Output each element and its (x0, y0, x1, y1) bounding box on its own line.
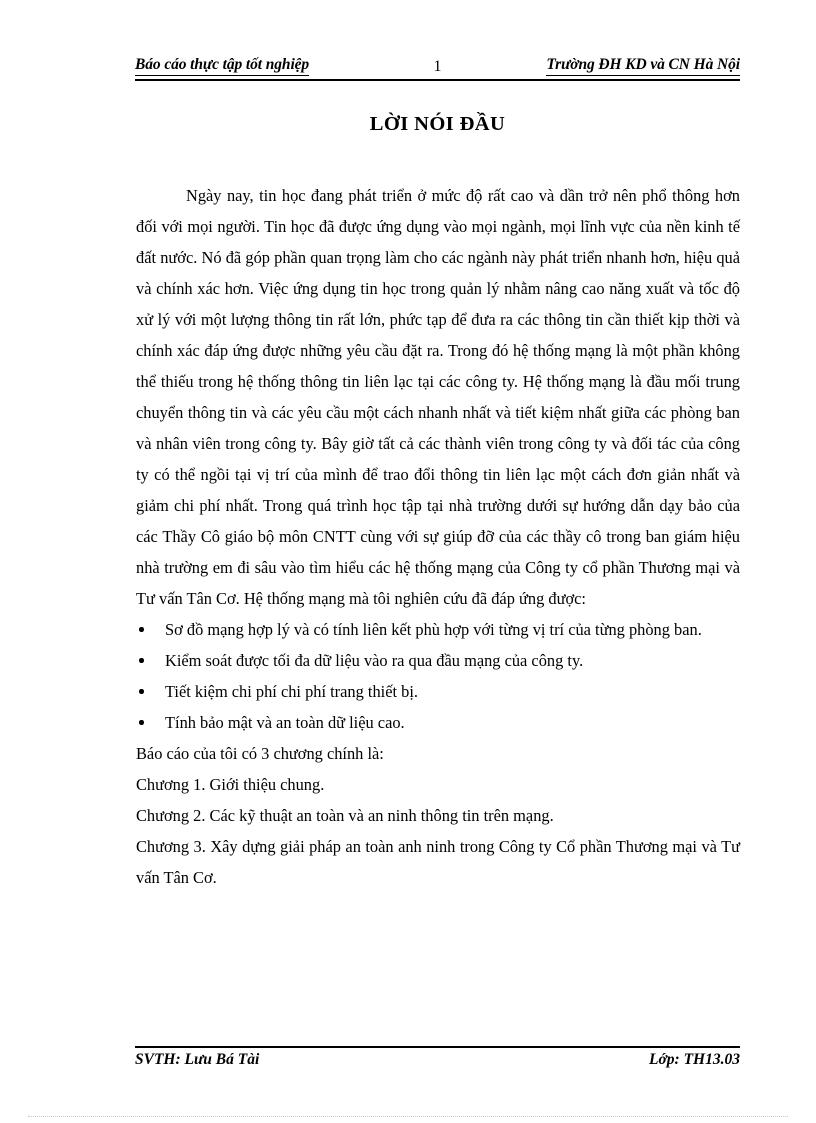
bullet-dot-icon (139, 627, 144, 632)
chapter-line-1: Chương 1. Giới thiệu chung. (136, 775, 325, 794)
footer-class: Lớp: TH13.03 (649, 1051, 740, 1068)
list-item (136, 645, 740, 676)
page-header (135, 56, 740, 80)
header-right-text: Trường ĐH KD và CN Hà Nội (546, 56, 740, 76)
footer-divider (135, 1046, 740, 1048)
list-item-label: Tiết kiệm chi phí chi phí trang thiết bị. (165, 682, 418, 701)
list-item-label: Sơ đồ mạng hợp lý và có tính liên kết phù hợp với từng vị trí của từng phòng ban. (165, 620, 702, 639)
document-body (136, 180, 740, 893)
footer-student-name: SVTH: Lưu Bá Tài (135, 1051, 260, 1068)
intro-paragraph: Ngày nay, tin học đang phát triển ở mức độ rất cao và dần trở nên phổ thông hơn đối với mọi người. Tin học đã được ứng dụng vào mọi ngành, mọi lĩnh vực của nền kinh tế đất nước. Nó đã góp phần quan trọng làm cho các ngành này phát triển nhanh hơn, hiệu quả và chính xác hơn. Việc ứng dụng tin học trong quản lý nhằm nâng cao năng xuất và tốc độ xử lý với một lượng thông tin rất lớn, phức tạp để đưa ra các thông tin cần thiết kịp thời và chính xác đáp ứng được những yêu cầu đặt ra. Trong đó hệ thống mạng là một phần không thể thiếu trong hệ thống thông tin liên lạc tại các công ty. Hệ thống mạng là đầu mối trung chuyển thông tin và các yêu cầu một cách nhanh nhất và tiết kiệm nhất giữa các phòng ban và nhân viên trong công ty. Bây giờ tất cả các thành viên trong công ty và đối tác của công ty có thể ngồi tại vị trí của mình để trao đổi thông tin liên lạc một cách đơn giản nhất và giảm chi phí nhất. Trong quá trình học tập tại nhà trường dưới sự hướng dẫn dạy bảo của các Thầy Cô giáo bộ môn CNTT cùng với sự giúp đỡ của các thầy cô trong ban giám hiệu nhà trường em đi sâu vào tìm hiểu các hệ thống mạng của Công ty cổ phần Thương mại và Tư vấn Tân Cơ. Hệ thống mạng mà tôi nghiên cứu đã đáp ứng được: (136, 186, 740, 608)
list-item (136, 676, 740, 707)
requirements-list (136, 614, 740, 738)
chapters-intro: Báo cáo của tôi có 3 chương chính là: (136, 744, 384, 763)
list-item (136, 614, 740, 645)
page-title: LỜI NÓI ĐẦU (369, 113, 506, 135)
list-item-label: Kiểm soát được tối đa dữ liệu vào ra qua đầu mạng của công ty. (165, 651, 584, 670)
bullet-dot-icon (139, 689, 144, 694)
chapter-line-3: Chương 3. Xây dựng giải pháp an toàn anh ninh trong Công ty Cổ phần Thương mại và Tư vấn Tân Cơ. (136, 837, 740, 887)
chapter-line-2: Chương 2. Các kỹ thuật an toàn và an ninh thông tin trên mạng. (136, 806, 554, 825)
scan-edge-line (28, 1116, 788, 1117)
list-item-label: Tính bảo mật và an toàn dữ liệu cao. (165, 713, 405, 732)
header-divider (135, 79, 740, 81)
page-footer (135, 1051, 740, 1069)
bullet-dot-icon (139, 658, 144, 663)
list-item (136, 707, 740, 738)
bullet-dot-icon (139, 720, 144, 725)
header-left-text: Báo cáo thực tập tốt nghiệp (135, 56, 309, 76)
page-number: 1 (433, 58, 442, 75)
